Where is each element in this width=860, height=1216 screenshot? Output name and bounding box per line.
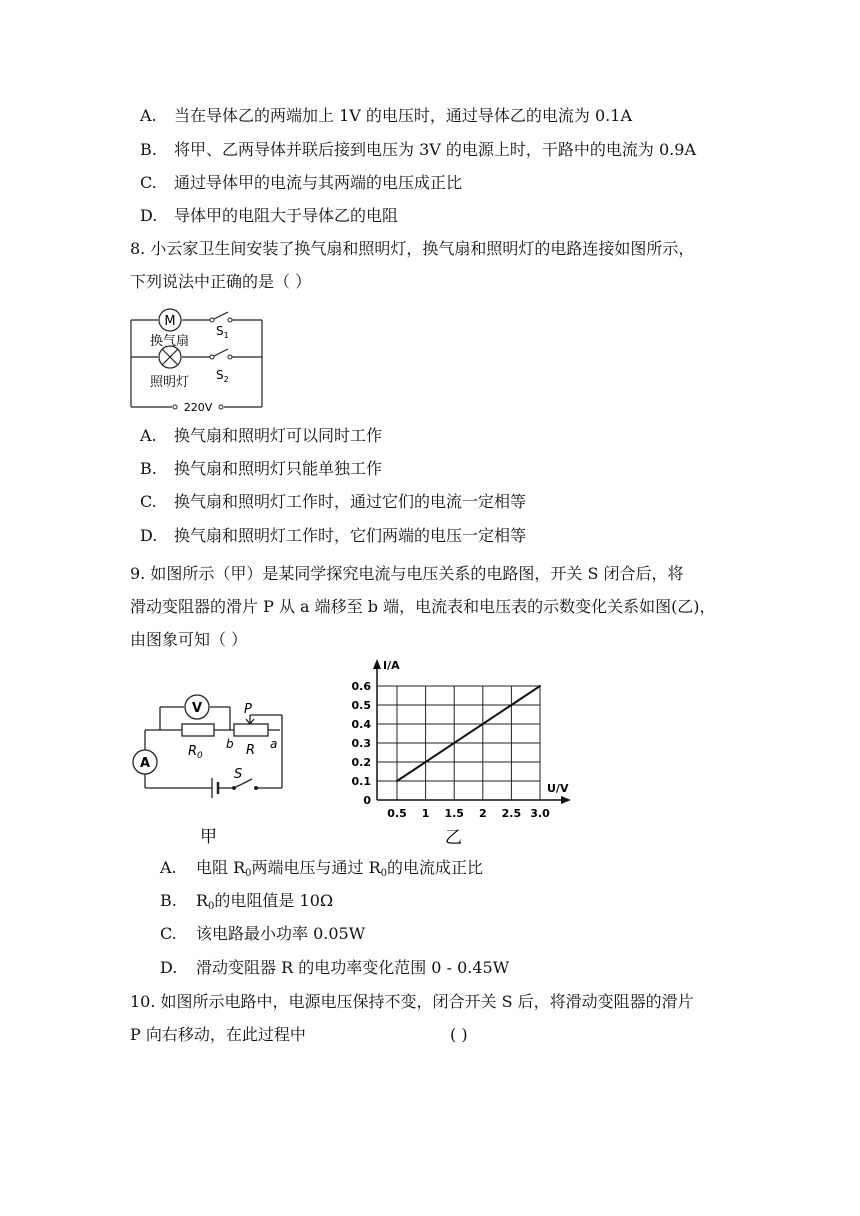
chart-series (396, 685, 541, 782)
rheostat (234, 724, 268, 736)
ammeter-label: A (139, 756, 151, 771)
series-point (396, 780, 398, 782)
x-tick-label: 0.5 (387, 807, 407, 820)
q9-stem-line2: 滑动变阻器的滑片 P 从 a 端移至 b 端，电流表和电压表的示数变化关系如图(乙)， (130, 597, 716, 616)
q10-stem-line1: 10. 如图所示电路中，电源电压保持不变，闭合开关 S 后，将滑动变阻器的滑片 (130, 992, 694, 1011)
q8-option-a: A. 换气扇和照明灯可以同时工作 (140, 426, 383, 445)
circuit-caption: 甲 (200, 827, 217, 847)
q7-option-c: C. 通过导体甲的电流与其两端的电压成正比 (140, 173, 463, 192)
r0-resistor (182, 724, 214, 736)
x-tick-label: 1 (421, 807, 430, 820)
y-tick-label: 0.3 (351, 737, 371, 750)
voltmeter-label: V (191, 701, 203, 716)
q8-option-b: B. 换气扇和照明灯只能单独工作 (140, 459, 383, 478)
r-label: R (246, 743, 256, 758)
fan-label: 换气扇 (150, 334, 190, 349)
q9-circuit-figure (130, 680, 300, 860)
q10-answer-paren: ( ) (450, 1025, 468, 1044)
chart-ylabel: I/A (383, 659, 400, 672)
x-tick-label: 2.5 (501, 807, 522, 820)
q8-stem-line2: 下列说法中正确的是（ ） (130, 272, 312, 291)
x-axis-arrow (561, 796, 571, 804)
switch-label: S (234, 767, 243, 782)
series-line (397, 686, 540, 781)
motor-label: M (164, 314, 176, 329)
q9-option-d: D. 滑动变阻器 R 的电功率变化范围 0 - 0.45W (160, 958, 510, 977)
y-tick-label: 0.1 (351, 775, 371, 788)
x-tick-label: 1.5 (444, 807, 464, 820)
q9-option-a: A. 电阻 $R_0$两端电压与通过 $R_0$的电流成正比 (160, 858, 484, 879)
series-point (539, 685, 541, 687)
a-label: a (270, 737, 278, 751)
q8-option-c: C. 换气扇和照明灯工作时，通过它们的电流一定相等 (140, 492, 527, 511)
y-tick-label: 0.5 (351, 699, 371, 712)
q9-stem-line3: 由图象可知（ ） (130, 630, 248, 649)
y-tick-label: 0.2 (351, 756, 371, 769)
iv-chart (335, 655, 580, 850)
chart-ticks (352, 680, 551, 820)
voltage-label: 220V (183, 401, 213, 414)
s1-label: $S_1$ (216, 324, 229, 340)
q10-stem-line2: P 向右移动，在此过程中 (130, 1025, 306, 1044)
p-label: P (244, 702, 252, 717)
b-label: b (226, 737, 234, 751)
q8-circuit-figure (128, 306, 268, 414)
y-tick-label: 0 (363, 794, 371, 807)
q8-stem-line1: 8. 小云家卫生间安装了换气扇和照明灯，换气扇和照明灯的电路连接如图所示， (130, 239, 695, 258)
q9-stem-line1: 9. 如图所示（甲）是某同学探究电流与电压关系的电路图，开关 S 闭合后，将 (130, 564, 684, 583)
y-axis-arrow (373, 659, 381, 669)
y-tick-label: 0.4 (351, 718, 371, 731)
q8-option-d: D. 换气扇和照明灯工作时，它们两端的电压一定相等 (140, 526, 527, 545)
chart-caption: 乙 (445, 828, 462, 848)
x-tick-label: 2 (478, 807, 487, 820)
r0-label: $R_0$ (188, 744, 203, 761)
q7-option-a: A. 当在导体乙的两端加上 1V 的电压时，通过导体乙的电流为 0.1A (140, 106, 632, 125)
q7-option-d: D. 导体甲的电阻大于导体乙的电阻 (140, 206, 399, 225)
s2-label: $S_2$ (216, 368, 229, 384)
q7-option-b: B. 将甲、乙两导体并联后接到电压为 3V 的电源上时，干路中的电流为 0.9A (140, 140, 696, 159)
q9-option-b: B. $R_0$的电阻值是 10Ω (160, 891, 334, 912)
chart-xlabel: U/V (547, 782, 569, 795)
x-tick-label: 3.0 (530, 807, 550, 820)
lamp-label: 照明灯 (150, 375, 190, 390)
q9-option-c: C. 该电路最小功率 0.05W (160, 924, 366, 943)
y-tick-label: 0.6 (351, 680, 371, 693)
